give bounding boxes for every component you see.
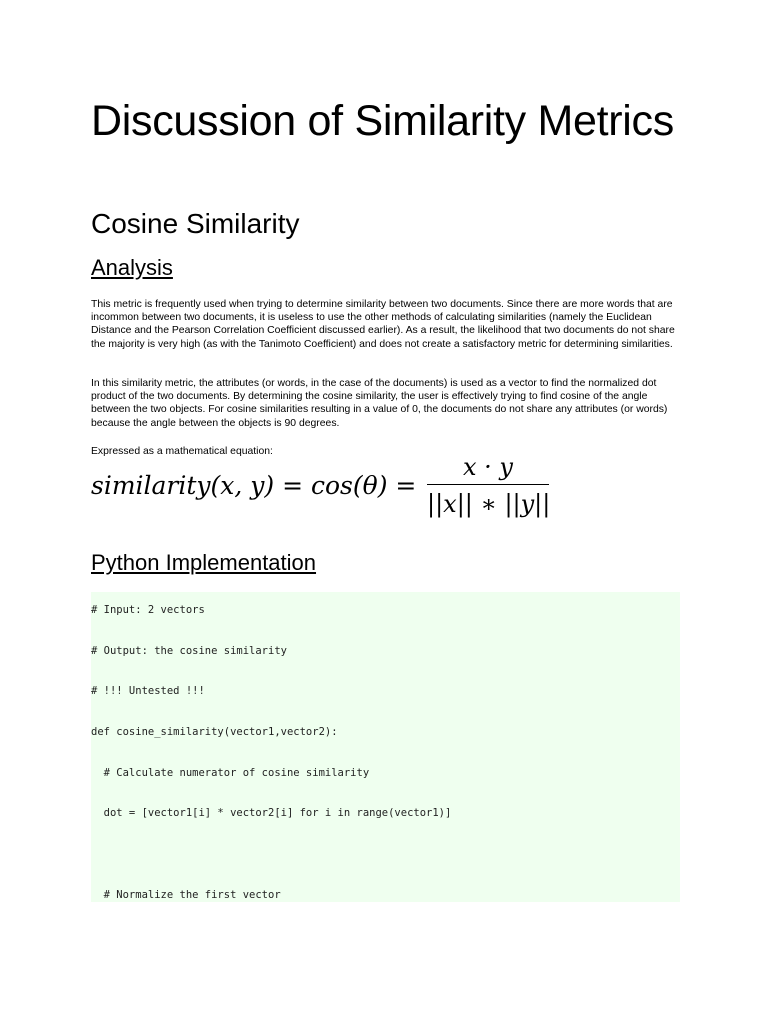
code-line: dot = [vector1[i] * vector2[i] for i in range(vector1)]	[91, 807, 452, 819]
fraction-bar	[427, 484, 549, 485]
page-title: Discussion of Similarity Metrics	[91, 97, 674, 145]
equation-lhs: similarity(x, y) = cos(θ) =	[91, 471, 417, 500]
analysis-paragraph-1: This metric is frequently used when trying to determine similarity between two documents. Since there are more words that are incommon between two documents, it is useless to use the other methods of calculating similarities (namely the Euclidean Distance and the Pearson Correlation Coefficient discussed earlier). As a result, the likelihood that two documents do not share the majority is very high (as with the Tanimoto Coefficient) and does not create a satisfactory metric for determining similarities.	[91, 299, 675, 350]
code-block	[91, 592, 680, 902]
code-line: # Normalize the first vector	[91, 889, 281, 901]
section-heading: Cosine Similarity	[91, 208, 300, 239]
python-heading: Python Implementation	[91, 550, 317, 575]
analysis-paragraph-2: In this similarity metric, the attributes (or words, in the case of the documents) is used as a vector to find the normalized dot product of the two documents. By determining the cosine similarity, the user is effectively trying to find cosine of the angle between the two objects. For cosine similarities resulting in a value of 0, the documents do not share any attributes (or words) because the angle between the objects is 90 degrees.	[91, 378, 668, 429]
equation-denominator: ||x|| ∗ ||y||	[427, 490, 551, 518]
equation-numerator: x · y	[463, 453, 513, 481]
cosine-equation	[91, 452, 561, 527]
equation-fraction	[427, 452, 549, 521]
code-line: # Input: 2 vectors	[91, 604, 205, 616]
code-line: def cosine_similarity(vector1,vector2):	[91, 726, 338, 738]
code-line: # Calculate numerator of cosine similarity	[91, 767, 370, 779]
equation-intro: Expressed as a mathematical equation:	[91, 446, 273, 457]
code-line: # !!! Untested !!!	[91, 685, 205, 697]
code-line: # Output: the cosine similarity	[91, 645, 287, 657]
analysis-heading: Analysis	[91, 255, 173, 280]
